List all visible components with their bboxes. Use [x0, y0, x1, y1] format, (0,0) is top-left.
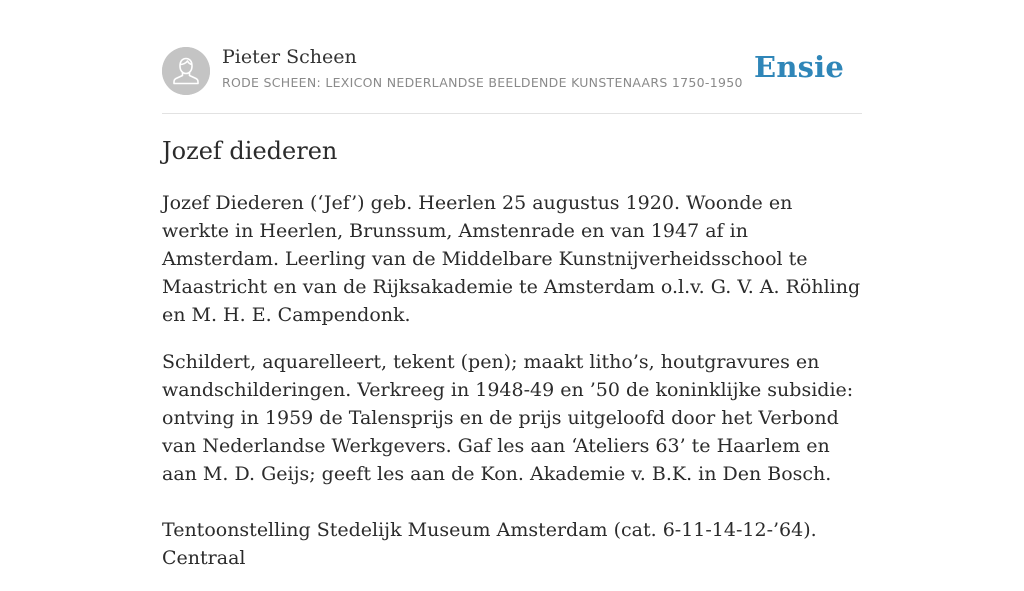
user-silhouette-icon[interactable]: [162, 47, 210, 95]
header-divider: [162, 113, 862, 114]
body-paragraph: Tentoonstelling Stedelijk Museum Amsterdam (cat. 6-11-14-12-’64). Centraal: [162, 519, 817, 569]
page-title: Jozef diederen: [162, 137, 338, 165]
body-paragraph: Jozef Diederen (‘Jef’) geb. Heerlen 25 augustus 1920. Woonde en werkte in Heerlen, Brunssum, Amstenrade en van 1947 af in Amsterdam. Leerling van de Middelbare Kunstnijverheidsschool te Maastricht en van de Rijksakademie te Amsterdam o.l.v. G. V. A. Röhling en M. H. E. Campendonk.: [162, 192, 861, 326]
source-title[interactable]: RODE SCHEEN: LEXICON NEDERLANDSE BEELDENDE KUNSTENAARS 1750-1950: [222, 75, 743, 90]
article-body: [162, 189, 862, 591]
article-page: [162, 0, 862, 569]
article-header: [162, 46, 862, 96]
author-name[interactable]: Pieter Scheen: [222, 46, 357, 68]
body-paragraph: Schildert, aquarelleert, tekent (pen); maakt litho’s, houtgravures en wandschilderingen. Verkreeg in 1948-49 en ’50 de koninklijke subsidie: ontving in 1959 de Talensprijs en de prijs uitgeloofd door het Verbond van Nederlandse Werkgevers. Gaf les aan ‘Ateliers 63’ te Haarlem en aan M. D. Geijs; geeft les aan de Kon. Akademie v. B.K. in Den Bosch.: [162, 351, 854, 485]
brand-logo[interactable]: Ensie: [754, 50, 844, 84]
